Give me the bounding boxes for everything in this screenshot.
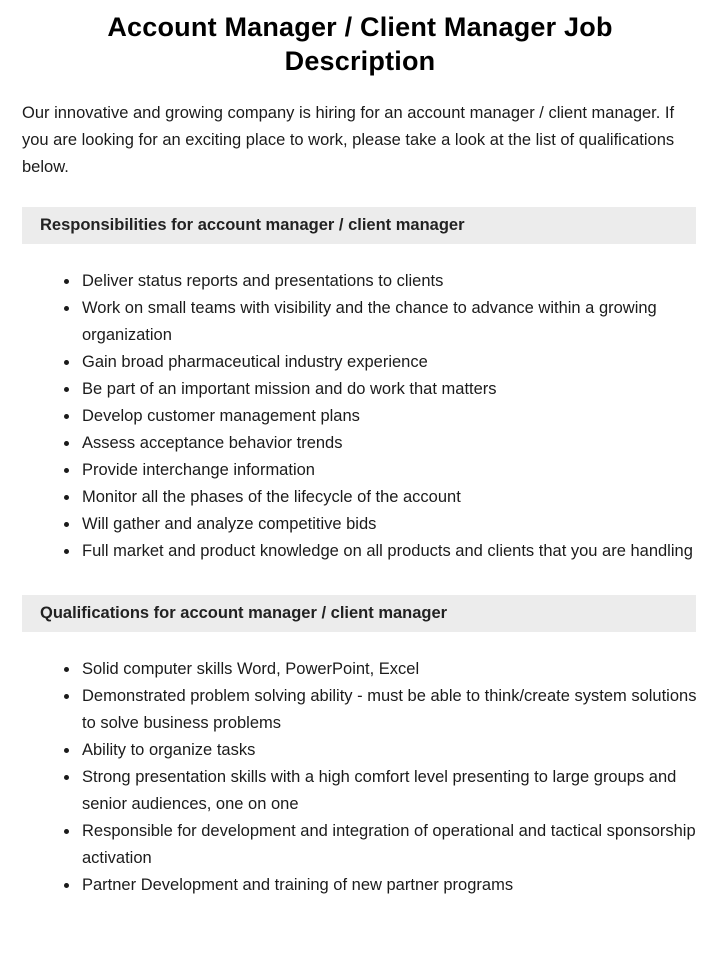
responsibilities-section <box>22 207 698 565</box>
responsibility-item: Will gather and analyze competitive bids <box>62 511 698 538</box>
responsibility-item: Work on small teams with visibility and the chance to advance within a growing organization <box>62 295 698 349</box>
responsibility-item: Full market and product knowledge on all products and clients that you are handling <box>62 538 698 565</box>
responsibility-item: Gain broad pharmaceutical industry experience <box>62 349 698 376</box>
responsibility-item: Deliver status reports and presentations to clients <box>62 268 698 295</box>
qualification-item: Responsible for development and integration of operational and tactical sponsorship activation <box>62 818 698 872</box>
qualification-item: Solid computer skills Word, PowerPoint, Excel <box>62 656 698 683</box>
qualifications-heading: Qualifications for account manager / client manager <box>22 595 696 632</box>
qualification-item: Partner Development and training of new partner programs <box>62 872 698 899</box>
responsibility-item: Be part of an important mission and do work that matters <box>62 376 698 403</box>
responsibility-item: Provide interchange information <box>62 457 698 484</box>
page-title: Account Manager / Client Manager Job Description <box>107 12 613 76</box>
responsibilities-list <box>22 268 698 565</box>
qualifications-section <box>22 595 698 899</box>
responsibilities-heading: Responsibilities for account manager / client manager <box>22 207 696 244</box>
intro-paragraph: Our innovative and growing company is hiring for an account manager / client manager. If you are looking for an exciting place to work, please take a look at the list of qualifications below. <box>22 104 675 176</box>
responsibility-item: Monitor all the phases of the lifecycle of the account <box>62 484 698 511</box>
responsibility-item: Assess acceptance behavior trends <box>62 430 698 457</box>
qualification-item: Ability to organize tasks <box>62 737 698 764</box>
responsibility-item: Develop customer management plans <box>62 403 698 430</box>
qualifications-list <box>22 656 698 899</box>
qualification-item: Demonstrated problem solving ability - must be able to think/create system solutions to solve business problems <box>62 683 698 737</box>
qualification-item: Strong presentation skills with a high comfort level presenting to large groups and senior audiences, one on one <box>62 764 698 818</box>
